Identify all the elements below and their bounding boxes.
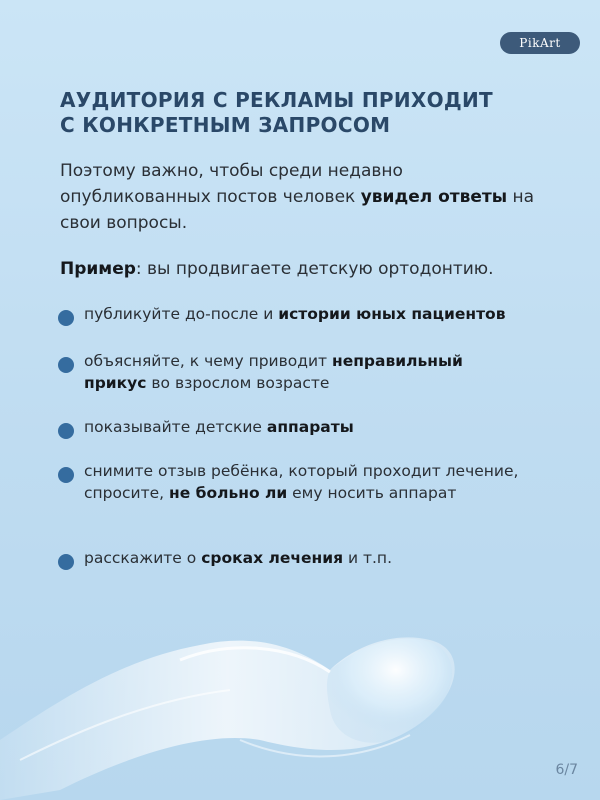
bullet-text	[84, 547, 524, 569]
intro-bold: увидел ответы	[360, 187, 508, 207]
water-splash-image	[0, 590, 600, 800]
bullet-text	[84, 460, 524, 504]
bullet-bold: аппараты	[266, 418, 354, 436]
bullet-text-part: расскажите о	[84, 549, 202, 567]
bullet-text	[84, 350, 524, 394]
bullet-dot-icon	[58, 357, 74, 373]
bullet-dot-icon	[58, 310, 74, 326]
bullet-text	[84, 416, 524, 438]
intro-text-2: на свои вопросы.	[60, 187, 535, 233]
example-label: Пример	[60, 259, 136, 279]
bullet-dot-icon	[58, 554, 74, 570]
bullet-bold: сроках лечения	[201, 549, 344, 567]
bullet-text-part: снимите отзыв ребёнка, который проходит лечение, спросите,	[84, 462, 519, 502]
intro-paragraph	[60, 158, 540, 236]
bullet-dot-icon	[58, 467, 74, 483]
example-line	[60, 256, 560, 282]
bullet-text-part: публикуйте до-после и	[84, 305, 279, 323]
intro-text-1: Поэтому важно, чтобы среди недавно опубликованных постов человек	[60, 161, 403, 207]
bullet-text-part: показывайте детские	[84, 418, 267, 436]
page-title-line-1: АУДИТОРИЯ С РЕКЛАМЫ ПРИХОДИТ	[60, 88, 493, 112]
page-number: 6/7	[555, 762, 578, 778]
bullet-text-part: во взрослом возрасте	[146, 374, 330, 392]
bullet-text-part: и т.п.	[343, 549, 392, 567]
bullet-text-part: ему носить аппарат	[287, 484, 457, 502]
bullet-text-part: объясняйте, к чему приводит	[84, 352, 332, 370]
example-text: : вы продвигаете детскую ортодонтию.	[135, 259, 494, 279]
page-title-line-2: С КОНКРЕТНЫМ ЗАПРОСОМ	[60, 113, 391, 137]
bullet-bold: не больно ли	[169, 484, 288, 502]
brand-logo: PikArt	[500, 32, 580, 54]
page-title	[60, 88, 530, 138]
bullet-text	[84, 303, 524, 325]
bullet-bold: истории юных пациентов	[278, 305, 506, 323]
bullet-bold: неправильный прикус	[84, 352, 463, 392]
bullet-dot-icon	[58, 423, 74, 439]
